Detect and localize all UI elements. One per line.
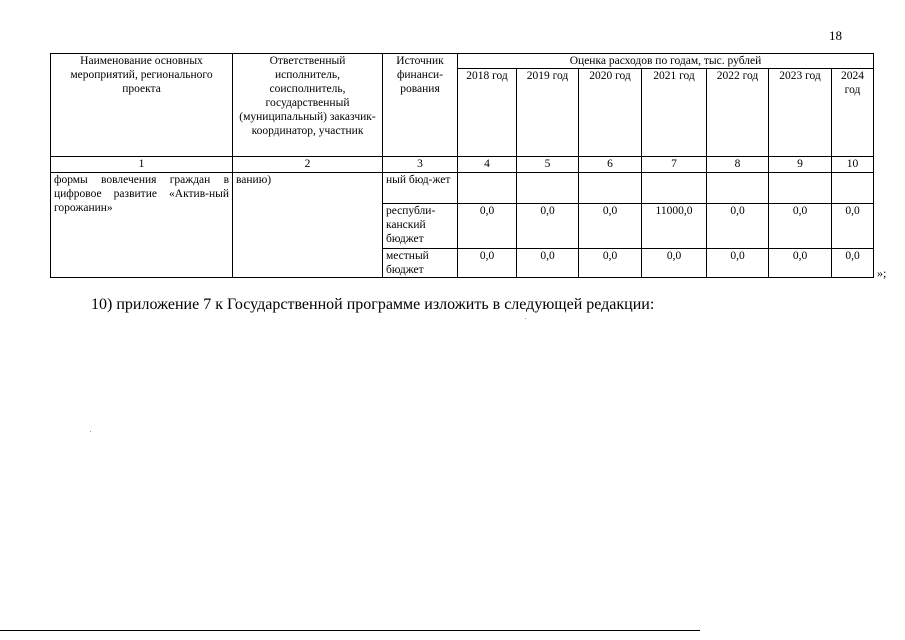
value-cell [707, 173, 769, 204]
value-cell [769, 173, 832, 204]
header-year: 2022 год [707, 69, 769, 157]
funding-source-cell: республи-канский бюджет [383, 204, 458, 249]
budget-table [50, 53, 874, 278]
header-year: 2023 год [769, 69, 832, 157]
value-cell [642, 173, 707, 204]
value-cell: 0,0 [517, 249, 579, 278]
value-cell: 0,0 [707, 204, 769, 249]
page-number: 18 [829, 28, 842, 43]
value-cell: 11000,0 [642, 204, 707, 249]
value-cell: 0,0 [642, 249, 707, 278]
measure-name-cell: формы вовлечения граждан в цифровое развитие «Актив-ный горожанин» [51, 173, 233, 278]
column-number: 8 [707, 157, 769, 173]
header-year: 2019 год [517, 69, 579, 157]
header-year: 2021 год [642, 69, 707, 157]
scan-speck [90, 431, 91, 432]
executor-cell: ванию) [233, 173, 383, 278]
header-executor: Ответственный исполнитель, соисполнитель, государственный (муниципальный) заказчик-координатор, участник [233, 54, 383, 157]
column-number: 3 [383, 157, 458, 173]
header-year: 2018 год [458, 69, 517, 157]
column-number: 10 [832, 157, 874, 173]
header-year: 2024 год [832, 69, 874, 157]
column-number: 2 [233, 157, 383, 173]
column-number: 6 [579, 157, 642, 173]
value-cell: 0,0 [769, 204, 832, 249]
value-cell: 0,0 [458, 204, 517, 249]
header-expense-estimate: Оценка расходов по годам, тыс. рублей [458, 54, 874, 69]
column-number: 1 [51, 157, 233, 173]
value-cell: 0,0 [458, 249, 517, 278]
column-number: 5 [517, 157, 579, 173]
value-cell: 0,0 [707, 249, 769, 278]
value-cell: 0,0 [517, 204, 579, 249]
column-number: 9 [769, 157, 832, 173]
value-cell: 0,0 [579, 204, 642, 249]
header-measure-name: Наименование основных мероприятий, регионального проекта [51, 54, 233, 157]
value-cell [458, 173, 517, 204]
bottom-rule [0, 630, 700, 631]
value-cell: 0,0 [579, 249, 642, 278]
funding-source-cell: ный бюд-жет [383, 173, 458, 204]
value-cell: 0,0 [832, 249, 874, 278]
value-cell [832, 173, 874, 204]
header-year: 2020 год [579, 69, 642, 157]
table-row [51, 173, 874, 204]
closing-quote: »; [877, 266, 887, 280]
header-funding-source: Источник финанси-рования [383, 54, 458, 157]
column-number: 4 [458, 157, 517, 173]
column-number: 7 [642, 157, 707, 173]
instruction-paragraph: 10) приложение 7 к Государственной программе изложить в следующей редакции: [91, 296, 655, 313]
value-cell: 0,0 [769, 249, 832, 278]
funding-source-cell: местный бюджет [383, 249, 458, 278]
value-cell [579, 173, 642, 204]
value-cell [517, 173, 579, 204]
value-cell: 0,0 [832, 204, 874, 249]
column-number-row [51, 157, 874, 173]
scan-speck [525, 318, 526, 319]
